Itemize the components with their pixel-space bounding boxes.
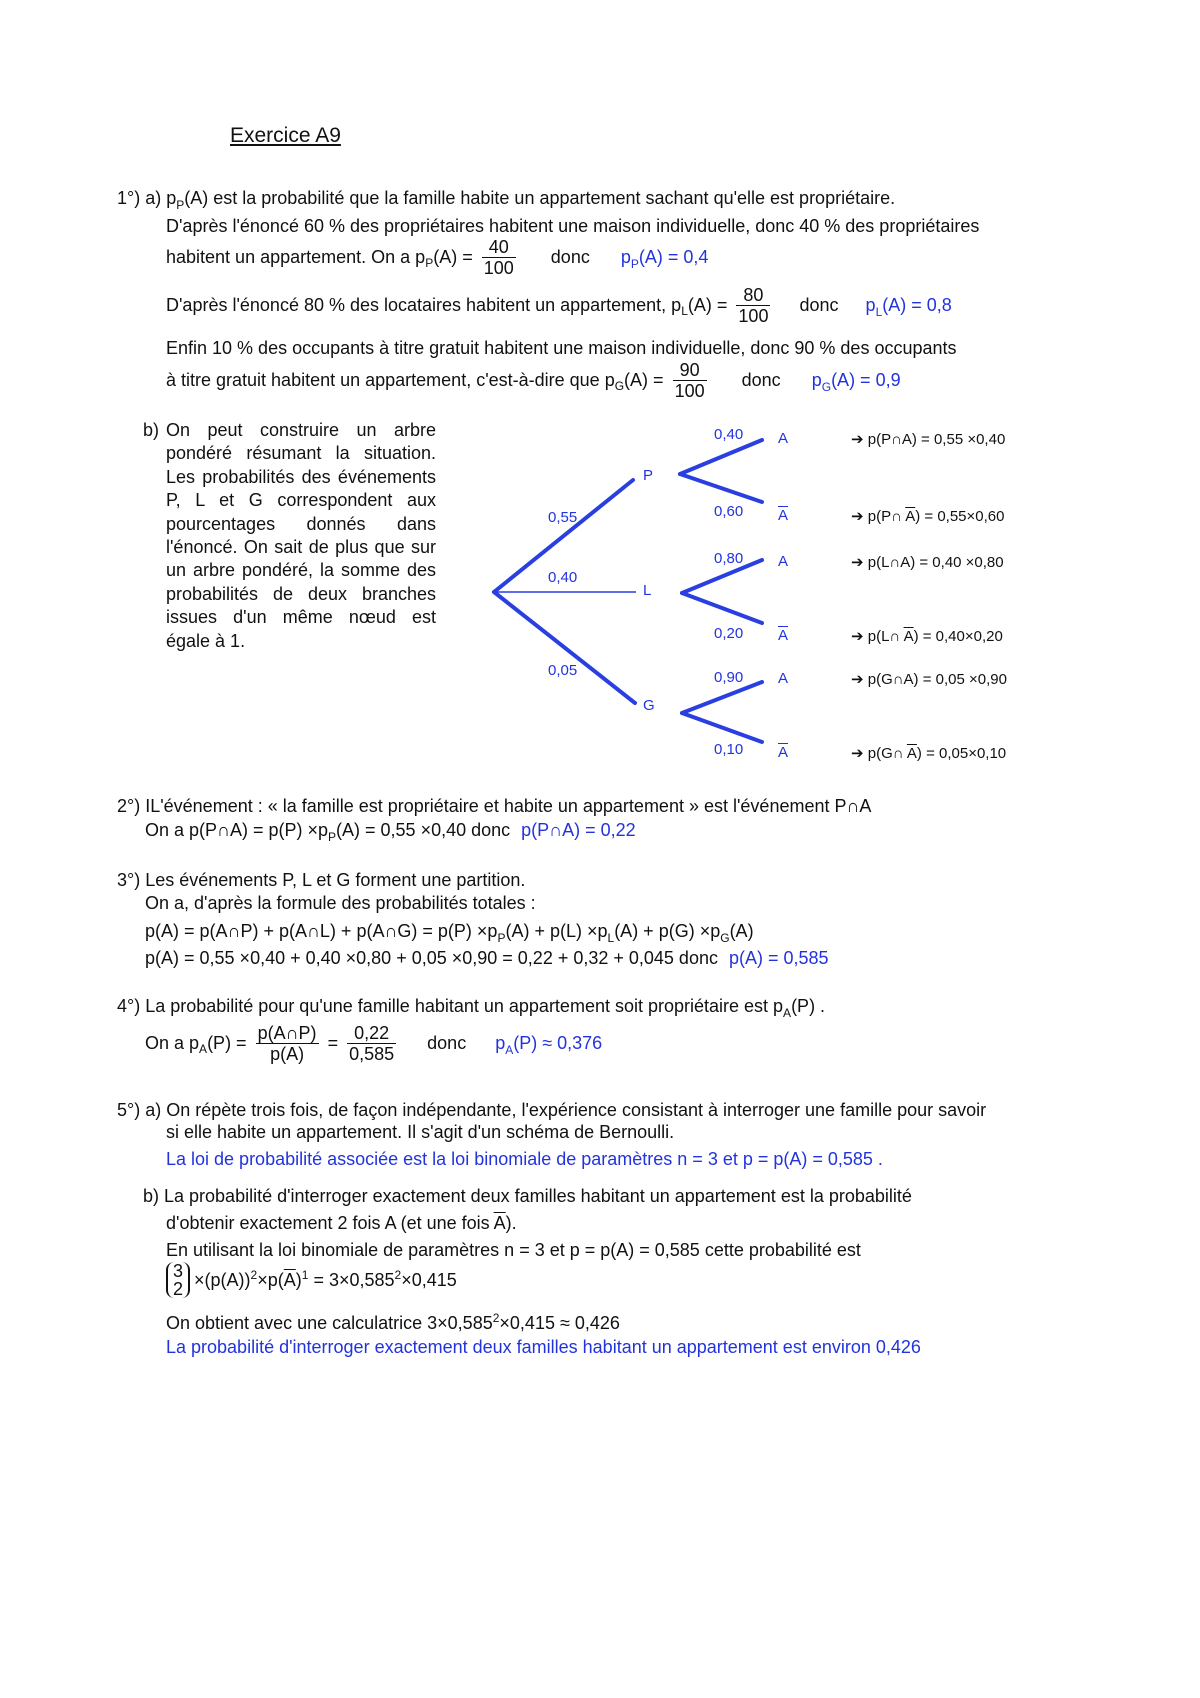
fraction-40-100: $\frac{40}{100}$ (483, 237, 514, 278)
leaf-prob: 0,60 (714, 503, 744, 520)
leaf-event-A: A (778, 430, 789, 447)
q1a-line-6: à titre gratuit habitent un appartement, c'est-à-dire que $p_G(A)$ = $\frac{90}{100}$ donc $p_G(A) = 0,9$ (166, 360, 901, 401)
fraction-numeric: $\frac{0,22}{0,585}$ (349, 1023, 395, 1064)
q1a-line-3: habitent un appartement. On a $p_P(A)$ = $\frac{40}{100}$ donc $p_P(A) = 0,4$ (166, 237, 709, 278)
leaf-event-A: A (778, 670, 789, 687)
q5b-line-1: b) La probabilité d'interroger exactement deux familles habitant un appartement est la probabilité (143, 1186, 912, 1206)
tree-node-P: P (643, 467, 654, 484)
q4-line-2: On a $p_A(P)$ = $\frac{p(A\cap P)}{p(A)}$ = $\frac{0,22}{0,585}$ donc $p_A(P) \approx 0,376$ (145, 1023, 603, 1064)
q1b-label: b) (143, 420, 160, 440)
q5b-result: La probabilité d'interroger exactement deux familles habitant un appartement est environ 0,426 (166, 1337, 921, 1357)
arrow-icon: ➔ (851, 431, 864, 448)
probability-tree (0, 0, 1200, 780)
q5b-line-3: En utilisant la loi binomiale de paramètres n = 3 et p = p(A) = 0,585 cette probabilité est (166, 1240, 861, 1260)
fraction-90-100: $\frac{90}{100}$ (674, 360, 705, 401)
leaf-prob: 0,80 (714, 550, 744, 567)
q5b-line-2: d'obtenir exactement 2 fois A (et une fois $\overline{A}$). (166, 1213, 517, 1233)
leaf-event-A: A (778, 553, 789, 570)
leaf-result: ➔ p(P∩A) = 0,55 ×0,40 (851, 431, 1006, 448)
prob-L: 0,40 (548, 569, 578, 586)
q5a-line-2: si elle habite un appartement. Il s'agit d'un schéma de Bernoulli. (166, 1122, 675, 1142)
branch-L-Abar (682, 593, 762, 623)
q3-line-2: On a, d'après la formule des probabilités totales : (145, 893, 536, 913)
q1a-result-pL: $p_L(A) = 0,8$ (865, 295, 952, 319)
q5a-line-1: 5°) a) On répète trois fois, de façon indépendante, l'expérience consistant à interroger une famille pour savoir (117, 1100, 987, 1120)
tree-node-L: L (643, 582, 652, 599)
binomial-coefficient: 3 2 (166, 1262, 190, 1298)
page-title: Exercice A9 (230, 124, 341, 147)
q3-result: p(A) = 0,585 (728, 948, 829, 968)
q1a-line-5: Enfin 10 % des occupants à titre gratuit habitent une maison individuelle, donc 90 % des occupants (166, 338, 957, 358)
leaf-result: ➔ p(P∩ $\overline{A}) = 0,55\times 0,60$ (851, 508, 1005, 525)
leaf-prob: 0,90 (714, 669, 744, 686)
q2-line-1: 2°) IL'événement : « la famille est propriétaire et habite un appartement » est l'événement P∩A (117, 796, 872, 816)
prob-G: 0,05 (548, 662, 578, 679)
leaf-result: ➔ p(G∩ $\overline{A}) = 0,05\times 0,10$ (851, 745, 1007, 762)
arrow-icon: ➔ (851, 508, 864, 525)
fraction-80-100: $\frac{80}{100}$ (738, 285, 769, 326)
q5b-line-4: 3 2 $\times(p(A))^2\times p(\overline{A})^1 = 3\times 0,585^2\times 0,415$ (166, 1262, 457, 1298)
q2-result: p(P∩A) = 0,22 (521, 820, 636, 840)
leaf-result: ➔ p(L∩A) = 0,40 ×0,80 (851, 554, 1004, 571)
leaf-result: ➔ p(G∩A) = 0,05 ×0,90 (851, 671, 1007, 688)
q1a-line-2: D'après l'énoncé 60 % des propriétaires habitent une maison individuelle, donc 40 % des propriétaires (166, 216, 980, 236)
branch-P-Abar (680, 474, 762, 502)
arrow-icon: ➔ (851, 745, 864, 762)
branch-P-A (680, 440, 762, 474)
q1a-result-pG: $p_G(A) = 0,9$ (811, 370, 901, 394)
prob-P: 0,55 (548, 509, 578, 526)
q4-result: $p_A(P) \approx 0,376$ (495, 1033, 603, 1057)
q3-line-3: p(A) = p(A∩P) + p(A∩L) + p(A∩G) = $p(P) \times p_P(A) + p(L) \times p_L(A) + p(G) \times p_G(A)$ (145, 921, 754, 945)
q3-line-4: p(A) = 0,55 ×0,40 + 0,40 ×0,80 + 0,05 ×0,90 = 0,22 + 0,32 + 0,045 donc p(A) = 0,585 (145, 948, 829, 968)
q3-line-1: 3°) Les événements P, L et G forment une partition. (117, 870, 526, 890)
leaf-prob: 0,20 (714, 625, 744, 642)
arrow-icon: ➔ (851, 671, 864, 688)
q1b-paragraph: On peut construire un arbre pondéré résumant la situation. Les probabilités des événements P, L et G correspondent aux pourcentages donnés dans l'énoncé. On sait de plus que sur un arbre pondéré, la somme des probabilités de deux branches issues d'un même nœud est égale à 1. (166, 420, 436, 651)
q5b-line-5: On obtient avec une calculatrice $3\times 0,585^2\times 0,415 \approx 0,426$ (166, 1311, 620, 1333)
leaf-prob: 0,40 (714, 426, 744, 443)
branch-G-Abar (682, 713, 762, 742)
q1a-result-pP: $p_P(A) = 0,4$ (620, 247, 709, 271)
q2-line-2: On a p(P∩A) = $p(P) \times p_P(A) = 0,55 \times 0,40$ donc p(P∩A) = 0,22 (145, 820, 636, 844)
leaf-event-A-bar: $\overline{A}$ (778, 744, 789, 761)
tree-node-G: G (643, 697, 655, 714)
fraction-conditional: $\frac{p(A\cap P)}{p(A)}$ (257, 1023, 317, 1064)
leaf-result: ➔ p(L∩ $\overline{A}) = 0,40\times 0,20$ (851, 628, 1003, 645)
leaf-event-A-bar: $\overline{A}$ (778, 627, 789, 644)
arrow-icon: ➔ (851, 628, 864, 645)
q4-line-1: 4°) La probabilité pour qu'une famille habitant un appartement soit propriétaire est $p_A(P)$ . (117, 996, 826, 1020)
q5a-result: La loi de probabilité associée est la loi binomiale de paramètres n = 3 et p = p(A) = 0,585 . (166, 1149, 883, 1169)
arrow-icon: ➔ (851, 554, 864, 571)
branch-G-A (682, 682, 762, 713)
leaf-event-A-bar: $\overline{A}$ (778, 507, 789, 524)
q1a-line-4: D'après l'énoncé 80 % des locataires habitent un appartement, $p_L(A)$ = $\frac{80}{100}$ donc $p_L(A) = 0,8$ (166, 285, 952, 326)
leaf-prob: 0,10 (714, 741, 744, 758)
branch-root-G (494, 592, 635, 703)
q1a-line-1: 1°) a) $p_P(A)$ est la probabilité que la famille habite un appartement sachant qu'elle est propriétaire. (117, 188, 896, 212)
